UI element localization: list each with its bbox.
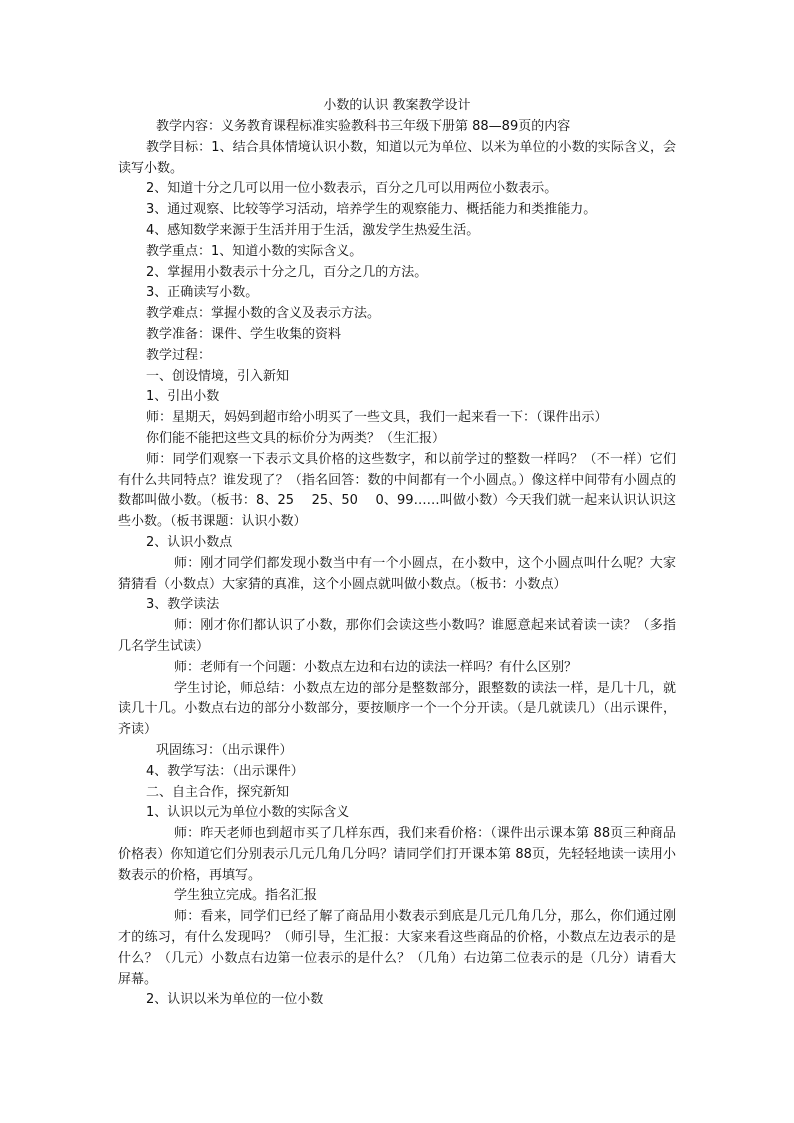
paragraph-goal-1: 教学目标：1、结合具体情境认识小数，知道以元为单位、以米为单位的小数的实际含义，会读写小数。 [118,139,676,176]
paragraph-p-10: 学生独立完成。指名汇报 [174,888,318,904]
paragraph-prep: 教学准备：课件、学生收集的资料 [146,326,342,342]
paragraph-p-11: 师：看来，同学们已经了解了商品用小数表示到底是几元几角几分，那么，你们通过刚才的练习，有什么发现吗？（师引导，生汇报：大家来看这些商品的价格，小数点左边表示的是什么？（几元）小数点右边第一位表示的是什么？（几角）右边第二位表示的是（几分）请看大屏幕。 [118,909,676,987]
paragraph-p-3: 师：同学们观察一下表示文具价格的这些数字，和以前学过的整数一样吗？（不一样）它们有什么共同特点？谁发现了？（指名回答：数的中间都有一个小圆点。）像这样中间带有小圆点的数都叫做小数。（板书：8、25 25、50 0、99……叫做小数）今天我们就一起来认识认识这些小数。（板书课题：认识小数） [118,451,676,530]
paragraph-p-4: 师：刚才同学们都发现小数当中有一个小圆点，在小数中，这个小圆点叫什么呢？大家猜猜看（小数点）大家猜的真准，这个小圆点就叫做小数点。（板书：小数点） [118,555,676,592]
paragraph-process: 教学过程： [146,347,212,363]
paragraph-sec-1: 一、创设情境，引入新知 [146,368,290,384]
paragraph-sec-1-2: 2、认识小数点 [146,534,233,550]
paragraph-key-2: 2、掌握用小数表示十分之几，百分之几的方法。 [146,264,428,280]
paragraph-sec-1-1: 1、引出小数 [146,389,220,405]
paragraph-goal-3: 3、通过观察、比较等学习活动，培养学生的观察能力、概括能力和类推能力。 [146,202,597,218]
document-title: 小数的认识 教案教学设计 [323,98,471,113]
document-body [118,117,676,1011]
paragraph-p-7: 学生讨论，师总结：小数点左边的部分是整数部分，跟整数的读法一样，是几十几，就读几十几。小数点右边的部分小数部分，要按顺序一个一个分开读。（是几就读几）（出示课件，齐读） [118,680,676,738]
paragraph-sec-2-1: 1、认识以元为单位小数的实际含义 [146,805,350,821]
paragraph-p-8: 巩固练习：（出示课件） [156,742,293,758]
paragraph-goal-2: 2、知道十分之几可以用一位小数表示，百分之几可以用两位小数表示。 [146,181,558,197]
paragraph-p-2: 你们能不能把这些文具的标价分为两类？（生汇报） [146,430,446,446]
paragraph-p-6: 师：老师有一个问题：小数点左边和右边的读法一样吗？有什么区别？ [174,659,578,675]
paragraph-difficulty: 教学难点：掌握小数的含义及表示方法。 [146,306,381,322]
paragraph-content: 教学内容：义务教育课程标准实验教科书三年级下册第 88—89页的内容 [156,119,571,134]
paragraph-key-3: 3、正确读写小数。 [146,285,259,301]
paragraph-sec-2-2: 2、认识以米为单位的一位小数 [146,992,324,1008]
paragraph-sec-1-4: 4、教学写法：（出示课件） [146,763,304,779]
paragraph-sec-2: 二、自主合作，探究新知 [146,784,290,800]
paragraph-p-9: 师：昨天老师也到超市买了几样东西，我们来看价格：（课件出示课本第 88页三种商品价格表）你知道它们分别表示几元几角几分吗？请同学们打开课本第 88页，先轻轻地读一读用小数表示的价格，再填写。 [118,826,676,883]
paragraph-p-1: 师：星期天，妈妈到超市给小明买了一些文具，我们一起来看一下：（课件出示） [146,410,608,426]
paragraph-p-5: 师：刚才你们都认识了小数，那你们会读这些小数吗？谁愿意起来试着读一读？（多指几名学生试读） [118,618,676,654]
paragraph-goal-4: 4、感知数学来源于生活并用于生活，激发学生热爱生活。 [146,222,480,238]
paragraph-sec-1-3: 3、教学读法 [146,597,220,613]
paragraph-key-1: 教学重点：1、知道小数的实际含义。 [146,243,363,259]
